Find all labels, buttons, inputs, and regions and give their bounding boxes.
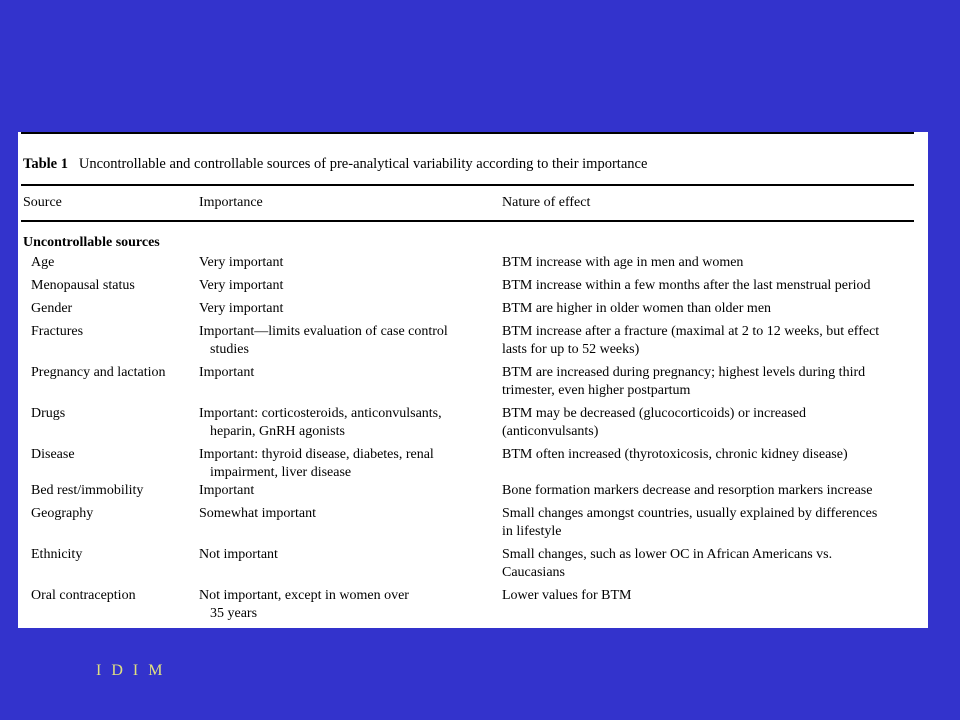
row-importance-line: Important: thyroid disease, diabetes, renal [199,447,434,462]
table-caption [21,134,914,180]
row-effect-line: Caucasians [502,565,565,580]
row-source [31,254,191,272]
footer-label: I D I M [96,662,166,679]
table-row [21,505,914,546]
row-source-line: Fractures [31,324,84,339]
table-row [21,300,914,323]
row-effect-line: BTM are increased during pregnancy; highest levels during third [502,365,866,380]
header-effect: Nature of effect [502,195,591,210]
row-importance-line: Very important [199,255,284,270]
row-importance-line: Very important [199,278,284,293]
table-body [21,254,914,628]
row-source [31,364,191,382]
row-effect-line: in lifestyle [502,524,562,539]
row-effect [502,505,914,541]
row-importance [199,300,489,318]
row-importance-line: Very important [199,301,284,316]
row-importance [199,546,489,564]
row-effect-line: Small changes amongst countries, usually explained by differences [502,506,878,521]
row-source [31,546,191,564]
row-effect-line: trimester, even higher postpartum [502,383,691,398]
row-effect [502,405,914,441]
table-row [21,446,914,482]
row-source-line: Pregnancy and lactation [31,365,166,380]
row-source-line: Drugs [31,406,66,421]
table-row [21,546,914,587]
row-source [31,277,191,295]
section-heading: Uncontrollable sources [23,235,160,250]
row-source-line: Bed rest/immobility [31,483,144,498]
row-importance-line: Somewhat important [199,506,317,521]
row-importance [199,405,489,441]
row-effect [502,446,914,464]
row-importance-line: 35 years [210,606,258,621]
row-source [31,300,191,318]
row-source [31,323,191,341]
row-effect [502,254,914,272]
row-source [31,505,191,523]
row-source [31,482,191,500]
row-importance [199,364,489,382]
row-source [31,587,191,605]
row-effect [502,300,914,318]
row-effect [502,546,914,582]
row-effect [502,364,914,400]
row-effect-line: BTM often increased (thyrotoxicosis, chronic kidney disease) [502,447,848,462]
row-effect-line: BTM are higher in older women than older men [502,301,772,316]
header-source: Source [23,195,62,210]
caption-label: Table 1 [23,156,68,172]
row-effect-line: BTM increase within a few months after the last menstrual period [502,278,871,293]
row-importance [199,482,489,500]
row-source [31,405,191,423]
table-row [21,364,914,405]
table-row [21,323,914,364]
row-source [31,446,191,464]
row-effect-line: Small changes, such as lower OC in African Americans vs. [502,547,833,562]
row-importance [199,446,489,482]
row-effect [502,482,914,500]
row-importance-line: heparin, GnRH agonists [210,424,345,439]
row-effect-line: BTM increase after a fracture (maximal at 2 to 12 weeks, but effect [502,324,880,339]
table-row [21,587,914,628]
row-importance [199,277,489,295]
row-importance-line: Important: corticosteroids, anticonvulsants, [199,406,442,421]
row-importance [199,254,489,272]
table-row [21,482,914,505]
row-source-line: Menopausal status [31,278,135,293]
table-panel [18,132,928,628]
row-source-line: Geography [31,506,94,521]
row-importance [199,323,489,359]
row-source-line: Oral contraception [31,588,136,603]
table-row [21,254,914,277]
row-source-line: Ethnicity [31,547,83,562]
table-row [21,405,914,446]
row-effect-line: Bone formation markers decrease and resorption markers increase [502,483,873,498]
table [21,132,914,628]
row-source-line: Gender [31,301,73,316]
row-effect-line: BTM increase with age in men and women [502,255,744,270]
row-source-line: Disease [31,447,75,462]
row-importance-line: Important [199,483,255,498]
row-importance [199,587,489,623]
table-row [21,277,914,300]
row-importance-line: Important [199,365,255,380]
caption-text: Uncontrollable and controllable sources of pre-analytical variability according to their importance [78,156,648,172]
row-importance-line: Not important [199,547,278,562]
row-importance-line: Not important, except in women over [199,588,409,603]
row-importance-line: studies [210,342,249,357]
header-bottom-rule [21,220,914,222]
row-effect-line: (anticonvulsants) [502,424,599,439]
row-effect-line: lasts for up to 52 weeks) [502,342,640,357]
row-effect [502,587,914,605]
row-importance-line: Important—limits evaluation of case control [199,324,448,339]
row-source-line: Age [31,255,55,270]
row-effect [502,277,914,295]
row-effect-line: BTM may be decreased (glucocorticoids) or increased [502,406,806,421]
row-importance [199,505,489,523]
row-importance-line: impairment, liver disease [210,465,352,480]
row-effect [502,323,914,359]
table-header [21,186,914,220]
row-effect-line: Lower values for BTM [502,588,632,603]
header-importance: Importance [199,195,263,210]
